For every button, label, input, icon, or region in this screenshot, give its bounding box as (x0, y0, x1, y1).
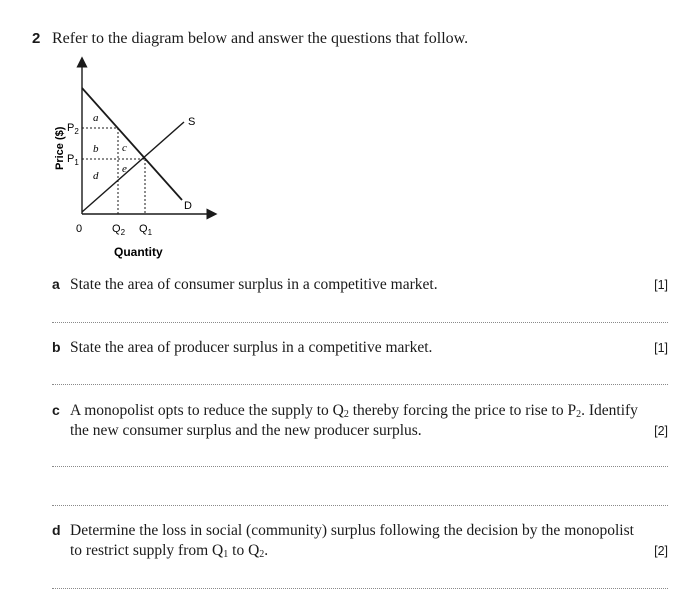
part-c-letter: c (52, 402, 60, 418)
part-d-letter: d (52, 522, 61, 538)
p1-label: $P_1$ (67, 153, 79, 167)
supply-label: S (188, 116, 196, 128)
part-c-answer-line-2[interactable] (52, 505, 668, 506)
region-e-label: e (122, 163, 127, 175)
part-d-marks: [2] (654, 544, 668, 558)
part-b-letter: b (52, 339, 61, 355)
part-c-text: A monopolist opts to reduce the supply to $Q_2$ thereby forcing the price to rise to $P_2$. Identify the new consumer surplus and the new producer surplus. (70, 402, 638, 439)
part-d-answer-line[interactable] (52, 588, 668, 589)
demand-label: D (184, 200, 192, 212)
part-a-letter: a (52, 276, 60, 292)
p2-label: $P_2$ (67, 122, 79, 136)
x-axis-label: Quantity (114, 245, 163, 259)
region-d-label: d (93, 170, 99, 182)
part-b-answer-line[interactable] (52, 384, 668, 385)
part-a-marks: [1] (654, 278, 668, 292)
supply-curve (82, 122, 184, 212)
q2-label: $Q_2$ (112, 223, 126, 237)
part-b-marks: [1] (654, 341, 668, 355)
region-a-label: a (93, 112, 99, 124)
part-a-text: State the area of consumer surplus in a competitive market. (70, 276, 438, 293)
part-b-text: State the area of producer surplus in a competitive market. (70, 339, 433, 356)
question-intro: Refer to the diagram below and answer the questions that follow. (52, 30, 469, 47)
part-d-text: Determine the loss in social (community) surplus following the decision by the monopolist to restrict supply from $Q_1$ to $Q_2$. (70, 522, 634, 560)
part-a-answer-line[interactable] (52, 322, 668, 323)
part-c-answer-line-1[interactable] (52, 466, 668, 467)
region-c-label: c (122, 142, 127, 154)
q1-label: $Q_1$ (139, 223, 153, 237)
y-axis-label: Price ($) (54, 126, 66, 170)
region-b-label: b (93, 143, 99, 155)
origin-label: 0 (76, 223, 83, 235)
question-number: 2 (32, 30, 41, 47)
part-c-marks: [2] (654, 424, 668, 438)
